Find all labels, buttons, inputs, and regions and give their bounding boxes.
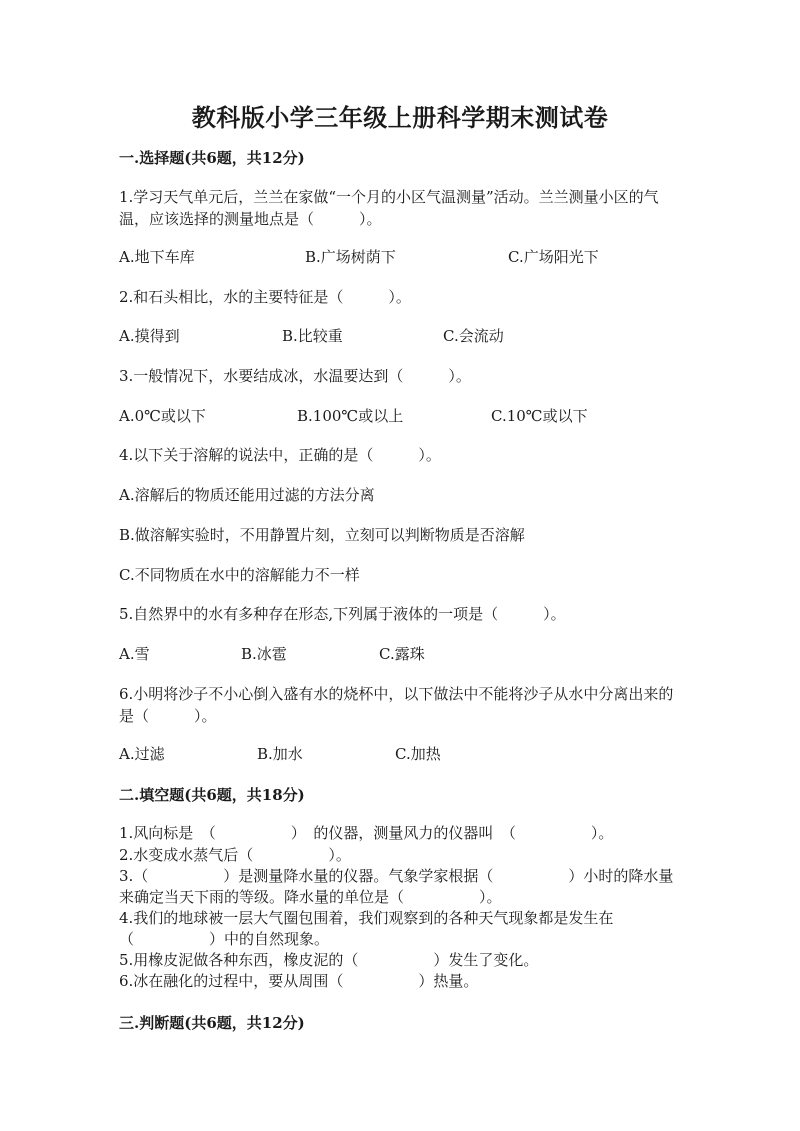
question-2-option-b: B.比较重 <box>282 327 343 345</box>
question-6-option-a: A.过滤 <box>119 745 165 763</box>
question-5-option-b: B.冰雹 <box>241 645 287 663</box>
fill-in-item-4: 4.我们的地球被一层大气圈包围着，我们观察到的各种天气现象都是发生在（ ）中的自然现象。 <box>119 909 614 948</box>
question-3-option-c: C.10℃或以下 <box>491 407 588 425</box>
question-5-option-c: C.露珠 <box>379 645 425 663</box>
question-1-option-b: B.广场树荫下 <box>305 248 396 266</box>
question-3-option-b: B.100℃或以上 <box>297 407 404 425</box>
question-1-option-c: C.广场阳光下 <box>508 248 599 266</box>
fill-in-item-5: 5.用橡皮泥做各种东西，橡皮泥的（ ）发生了变化。 <box>119 951 539 969</box>
question-5-option-a: A.雪 <box>119 645 150 663</box>
fill-in-item-2: 2.水变成水蒸气后（ ）。 <box>119 846 351 864</box>
question-4-option-a: A.溶解后的物质还能用过滤的方法分离 <box>119 486 375 504</box>
question-3-option-a: A.0℃或以下 <box>119 407 206 425</box>
question-4: 4.以下关于溶解的说法中，正确的是（ ）。 <box>119 446 441 464</box>
question-6-option-c: C.加热 <box>395 745 441 763</box>
question-1: 1.学习天气单元后，兰兰在家做“一个月的小区气温测量”活动。兰兰测量小区的气温，应该选择的测量地点是（ ）。 <box>119 188 659 228</box>
fill-in-item-3: 3.（ ）是测量降水量的仪器。气象学家根据（ ）小时的降水量来确定当天下雨的等级。降水量的单位是（ ）。 <box>119 867 674 906</box>
question-5: 5.自然界中的水有多种存在形态,下列属于液体的一项是（ ）。 <box>119 605 566 623</box>
fill-in-item-6: 6.冰在融化的过程中，要从周围（ ）热量。 <box>119 972 479 990</box>
question-4-option-c: C.不同物质在水中的溶解能力不一样 <box>119 566 360 584</box>
question-2: 2.和石头相比，水的主要特征是（ ）。 <box>119 288 411 306</box>
question-6-option-b: B.加水 <box>257 745 303 763</box>
question-2-option-a: A.摸得到 <box>119 327 180 345</box>
fill-in-item-1: 1.风向标是 （ ） 的仪器，测量风力的仪器叫 （ ）。 <box>119 824 614 842</box>
page-title: 教科版小学三年级上册科学期末测试卷 <box>191 103 609 132</box>
question-3: 3.一般情况下，水要结成冰，水温要达到（ ）。 <box>119 367 471 385</box>
question-1-option-a: A.地下车库 <box>119 248 195 266</box>
section-heading-choice: 一.选择题(共6题，共12分) <box>119 149 305 167</box>
section-heading-true-false: 三.判断题(共6题，共12分) <box>119 1014 305 1032</box>
question-2-option-c: C.会流动 <box>443 327 504 345</box>
question-4-option-b: B.做溶解实验时，不用静置片刻，立刻可以判断物质是否溶解 <box>119 526 525 544</box>
section-heading-fill-in: 二.填空题(共6题，共18分) <box>119 786 305 804</box>
question-6: 6.小明将沙子不小心倒入盛有水的烧杯中，以下做法中不能将沙子从水中分离出来的是（ ）。 <box>119 685 674 725</box>
